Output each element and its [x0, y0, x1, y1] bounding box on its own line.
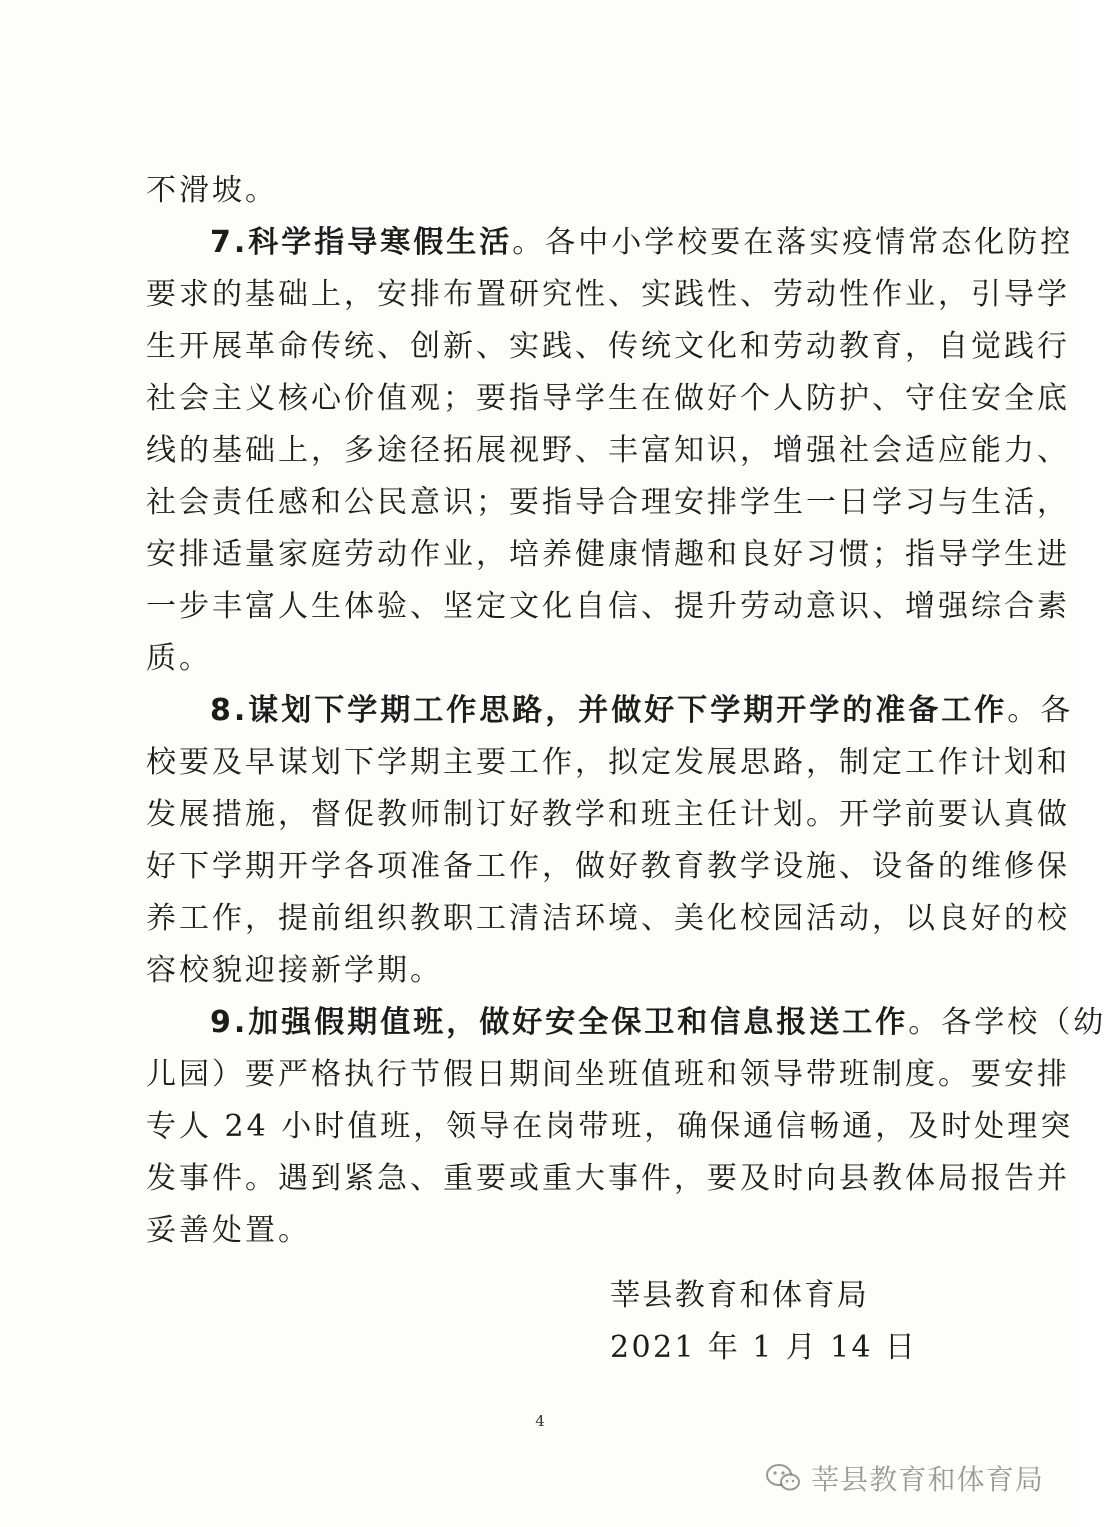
- watermark: [765, 1458, 1044, 1498]
- line-text: 不滑坡。: [146, 173, 278, 208]
- text-line: [146, 685, 1074, 737]
- line-text: 。各: [1007, 693, 1074, 728]
- watermark-text: 莘县教育和体育局: [811, 1463, 1044, 1496]
- signature-date: 2021 年 1 月 14 日: [610, 1330, 918, 1365]
- text-line: [146, 737, 1070, 789]
- text-line: [146, 1101, 1074, 1153]
- paragraph-item-9: [146, 997, 1106, 1257]
- text-line: [146, 1153, 1070, 1205]
- text-line: [146, 529, 1070, 581]
- text-line: [146, 269, 1070, 321]
- text-line: [146, 477, 1070, 529]
- line-text: 。各中小学校要在落实疫情常态化防控: [512, 225, 1074, 260]
- line-text: 儿园）要严格执行节假日期间坐班值班和领导带班制度。要安排: [146, 1057, 1070, 1092]
- line-text: 养工作，提前组织教职工清洁环境、美化校园活动，以良好的校: [146, 901, 1070, 936]
- line-text: 校要及早谋划下学期主要工作，拟定发展思路，制定工作计划和: [146, 745, 1070, 780]
- line-text: 生开展革命传统、创新、实践、传统文化和劳动教育，自觉践行: [146, 329, 1070, 364]
- item-heading: 9.加强假期值班，做好安全保卫和信息报送工作: [210, 1005, 909, 1040]
- signature-block: [610, 1270, 970, 1374]
- text-line: [146, 633, 946, 685]
- line-text: 质。: [146, 641, 212, 676]
- text-line: [146, 373, 1070, 425]
- paragraph-item-7: [146, 217, 1074, 685]
- line-text: 要求的基础上，安排布置研究性、实践性、劳动性作业，引导学: [146, 277, 1070, 312]
- line-text: 专人 24 小时值班，领导在岗带班，确保通信畅通，及时处理突: [146, 1109, 1074, 1144]
- paragraph-continuation: [146, 165, 946, 217]
- item-heading: 7.科学指导寒假生活: [210, 225, 513, 260]
- text-line: [146, 945, 946, 997]
- line-text: 一步丰富人生体验、坚定文化自信、提升劳动意识、增强综合素: [146, 589, 1070, 624]
- line-text: 好下学期开学各项准备工作，做好教育教学设施、设备的维修保: [146, 849, 1070, 884]
- text-line: [146, 321, 1070, 373]
- text-line: [146, 997, 1106, 1049]
- line-text: 线的基础上，多途径拓展视野、丰富知识，增强社会适应能力、: [146, 433, 1070, 468]
- text-line: [146, 841, 1070, 893]
- wechat-icon: [765, 1463, 801, 1493]
- line-text: 发展措施，督促教师制订好教学和班主任计划。开学前要认真做: [146, 797, 1070, 832]
- line-text: 容校貌迎接新学期。: [146, 953, 443, 988]
- signature-organization: 莘县教育和体育局: [610, 1278, 870, 1313]
- document-body: [146, 165, 1106, 1257]
- text-line: [146, 581, 1070, 633]
- text-line: [146, 893, 1070, 945]
- item-heading: 8.谋划下学期工作思路，并做好下学期开学的准备工作: [210, 693, 1008, 728]
- text-line: [146, 1049, 1070, 1101]
- text-line: [146, 1205, 946, 1257]
- line-text: 社会主义核心价值观；要指导学生在做好个人防护、守住安全底: [146, 381, 1070, 416]
- line-text: 社会责任感和公民意识；要指导合理安排学生一日学习与生活，: [146, 485, 1070, 520]
- line-text: 妥善处置。: [146, 1213, 311, 1248]
- page-number: 4: [535, 1412, 545, 1430]
- line-text: 安排适量家庭劳动作业，培养健康情趣和良好习惯；指导学生进: [146, 537, 1070, 572]
- text-line: [146, 165, 946, 217]
- text-line: [146, 217, 1074, 269]
- line-text: 发事件。遇到紧急、重要或重大事件，要及时向县教体局报告并: [146, 1161, 1070, 1196]
- paragraph-item-8: [146, 685, 1074, 997]
- text-line: [146, 425, 1070, 477]
- line-text: 。各学校（幼: [908, 1005, 1106, 1040]
- text-line: [146, 789, 1070, 841]
